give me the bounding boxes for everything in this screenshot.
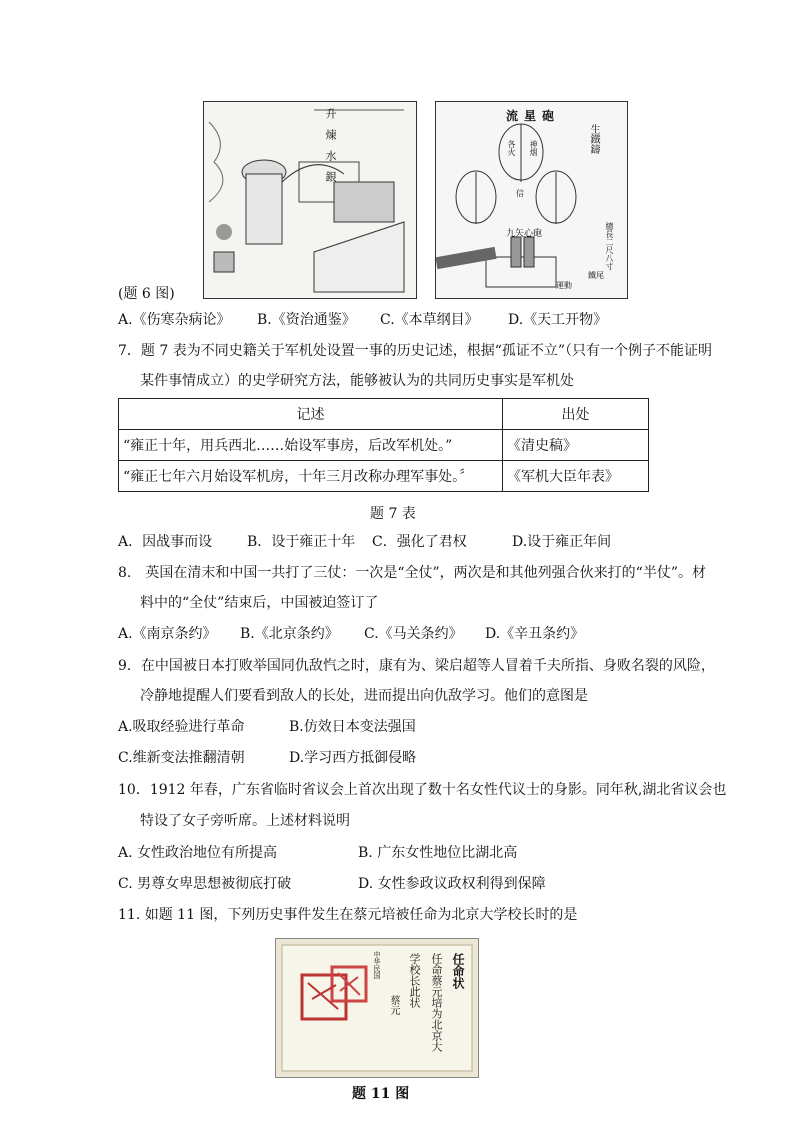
fig6-left-title: 升煉水銀 [324, 108, 337, 192]
q8-option-b: B.《北京条约》 [240, 626, 339, 642]
fig6-label-shenyan: 神烟 [529, 140, 538, 156]
q11-doc-line2: 学校长此状 [408, 953, 421, 1008]
table-header-source: 出处 [503, 399, 649, 430]
table-cell-record: “雍正十年，用兵西北……始设军事房，后改军机处。” [119, 430, 503, 461]
fig6-label-gehuo: 各火 [507, 140, 516, 156]
q11-doc-signature: 蔡元 [388, 995, 399, 1015]
q8-option-c: C.《马关条约》 [364, 626, 463, 642]
fig6-right-illustration [435, 101, 628, 299]
fig6-caption: (题 6 图) [118, 286, 175, 302]
fig6-label-yundong: 運動 [556, 281, 572, 290]
q7-text-line1: 7．题 7 表为不同史籍关于军机处设置一事的历史记述，根据“孤证不立”（只有一个例子不能证明 [118, 343, 713, 359]
q11-doc-title: 任命状 [451, 953, 465, 989]
table-header-row [119, 399, 649, 430]
q11-appointment-document-image [275, 938, 479, 1078]
fig6-label-xin: 信 [516, 189, 524, 198]
q10-option-a: A. 女性政治地位有所提高 [118, 845, 278, 861]
fig6-label-tiewei: 鐵尾 [588, 271, 604, 280]
q11-text-line1: 11. 如题 11 图，下列历史事件发生在蔡元培被任命为北京大学校长时的是 [118, 907, 578, 923]
q9-option-a: A.吸取经验进行革命 [118, 719, 245, 735]
q6-option-b: B.《资治通鉴》 [257, 312, 356, 328]
table-cell-source: 《军机大臣年表》 [503, 461, 649, 492]
q9-text-line1: 9．在中国被日本打败举国同仇敌忾之时，康有为、梁启超等人冒着千夫所指、身败名裂的风险， [118, 658, 715, 674]
q7-table [118, 398, 649, 492]
q9-option-d: D.学习西方抵御侵略 [289, 750, 417, 766]
q8-text-line2: 料中的“全仗”结束后，中国被迫签订了 [140, 595, 379, 611]
q10-option-c: C. 男尊女卑思想被彻底打破 [118, 876, 292, 892]
q6-option-c: C.《本草纲目》 [380, 312, 479, 328]
fig6-label-jiushi: 九矢心砲 [506, 229, 543, 239]
q10-text-line2: 特设了女子旁听席。上述材料说明 [140, 813, 350, 829]
q10-option-b: B. 广东女性地位比湖北高 [358, 845, 518, 861]
q8-option-a: A.《南京条约》 [118, 626, 217, 642]
q7-option-c: C．强化了君权 [372, 534, 467, 550]
q7-option-b: B．设于雍正十年 [247, 534, 356, 550]
q9-text-line2: 冷静地提醒人们要看到敌人的长处，进而提出向仇敌学习。他们的意图是 [140, 688, 588, 704]
q10-option-d: D. 女性参政议政权利得到保障 [358, 876, 546, 892]
q11-figure-caption: 题 11 图 [352, 1086, 410, 1102]
fig6-label-shengtie: 生鐵鑄 [588, 124, 599, 154]
q10-text-line1: 10．1912 年春，广东省临时省议会上首次出现了数十名女性代议士的身影。同年秋,湖北省议会也 [118, 782, 727, 798]
q7-table-caption: 题 7 表 [370, 506, 416, 522]
table-cell-record: “雍正七年六月始设军机房，十年三月改称办理军事处。〞 [119, 461, 503, 492]
table-row [119, 430, 649, 461]
fig6-label-zongchang: 總長二尺八寸 [605, 222, 614, 270]
table-cell-source: 《清史稿》 [503, 430, 649, 461]
q6-option-a: A.《伤寒杂病论》 [118, 312, 231, 328]
q11-doc-line1: 任命蔡元培为北京大 [430, 953, 443, 1052]
table-header-record: 记述 [119, 399, 503, 430]
fig6-left-illustration [203, 101, 417, 299]
q11-doc-date: 中华民国 [373, 951, 381, 979]
q9-option-c: C.维新变法推翻清朝 [118, 750, 245, 766]
q7-text-line2: 某件事情成立）的史学研究方法，能够被认为的共同历史事实是军机处 [140, 373, 574, 389]
q8-text-line1: 8. 英国在清末和中国一共打了三仗：一次是“全仗”，两次是和其他列强合伙来打的“半仗”。材 [118, 565, 706, 581]
q6-option-d: D.《天工开物》 [508, 312, 608, 328]
q8-option-d: D.《辛丑条约》 [485, 626, 585, 642]
q9-option-b: B.仿效日本变法强国 [289, 719, 416, 735]
q7-option-a: A．因战事而设 [118, 534, 213, 550]
q7-option-d: D.设于雍正年间 [512, 534, 612, 550]
fig6-right-title: 流星砲 [506, 109, 561, 123]
table-row [119, 461, 649, 492]
